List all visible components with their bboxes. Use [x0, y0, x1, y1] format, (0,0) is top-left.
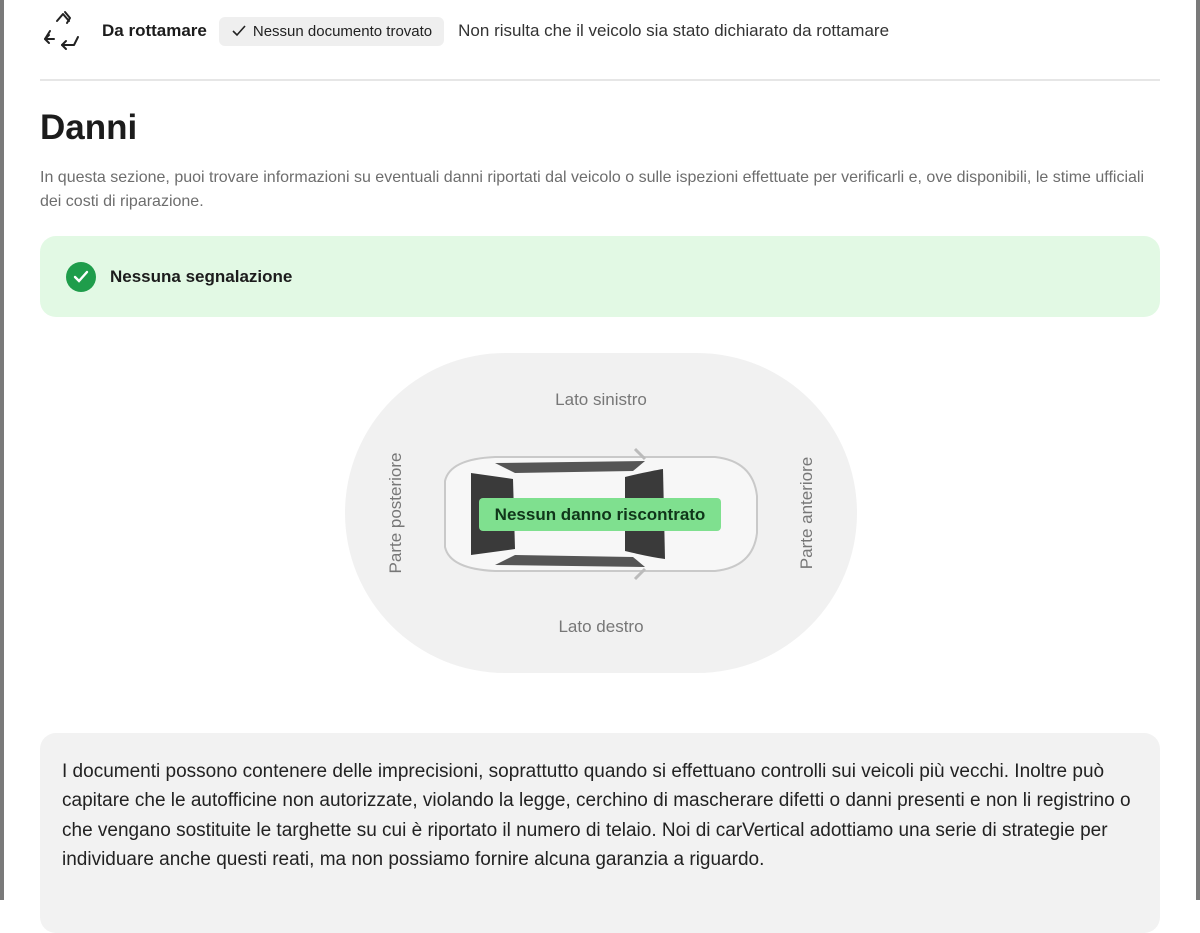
- label-right-side: Lato destro: [345, 617, 857, 637]
- scrap-label: Da rottamare: [102, 21, 207, 41]
- recycle-icon: [40, 9, 86, 53]
- divider: [40, 79, 1160, 81]
- scrap-badge-text: Nessun documento trovato: [253, 23, 432, 40]
- disclaimer-note: [40, 733, 1160, 933]
- scrap-row: [40, 14, 889, 48]
- check-icon: [231, 24, 247, 38]
- damage-diagram: [345, 353, 857, 673]
- scrap-description: Non risulta che il veicolo sia stato dichiarato da rottamare: [458, 21, 889, 41]
- section-title: Danni: [40, 108, 137, 148]
- label-rear: Parte posteriore: [386, 453, 406, 574]
- scrap-status-badge: [219, 17, 444, 46]
- damage-status-banner: [40, 236, 1160, 317]
- section-intro: In questa sezione, puoi trovare informazioni su eventuali danni riportati dal veicolo o sulle ispezioni effettuate per verificarli e, ove disponibili, le stime ufficiali dei costi di riparazione.: [40, 166, 1160, 214]
- damage-status-text: Nessuna segnalazione: [110, 267, 292, 287]
- label-left-side: Lato sinistro: [345, 390, 857, 410]
- check-circle-icon: [66, 262, 96, 292]
- label-front: Parte anteriore: [797, 457, 817, 569]
- no-damage-label: Nessun danno riscontrato: [479, 498, 721, 531]
- disclaimer-text: I documenti possono contenere delle imprecisioni, soprattutto quando si effettuano controlli sui veicoli più vecchi. Inoltre può capitare che le autofficine non autorizzate, violando la legge, cerchino di mascherare difetti o danni presenti e non li registrino o che vengano sostituite le targhette su cui è riportato il numero di telaio. Noi di carVertical adottiamo una serie di strategie per individuare anche questi reati, ma non possiamo fornire alcuna garanzia a riguardo.: [62, 757, 1138, 874]
